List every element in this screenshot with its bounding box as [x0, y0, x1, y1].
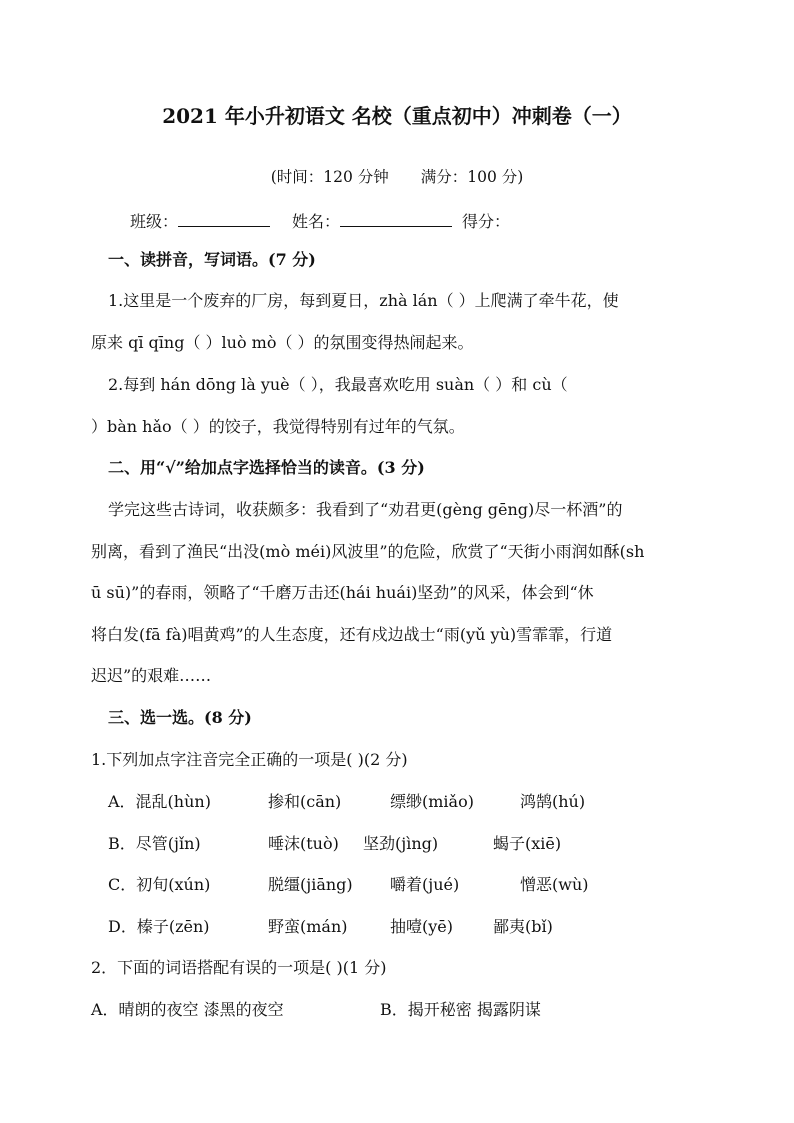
section1-q2-line1: 2.每到 hán dōng là yuè（ ），我最喜欢吃用 suàn（ ）和 cù（	[108, 375, 568, 394]
section1-q1-line1: 1.这里是一个废弃的厂房，每到夏日，zhà lán（ ）上爬满了牵牛花，使	[108, 291, 619, 310]
class-label: 班级：	[130, 212, 179, 231]
section2-line: 学完这些古诗词，收获颇多：我看到了“劝君更(gèng gēng)尽一杯酒”的	[108, 500, 623, 519]
q1-option-b-word: 唾沫(tuò)	[268, 834, 339, 853]
q1-option-a-word: 缥缈(miǎo)	[390, 792, 474, 811]
name-label: 姓名：	[292, 212, 341, 231]
q1-option-c-word: 嚼着(jué)	[390, 875, 460, 894]
time-limit: (时间：120 分钟	[270, 168, 389, 186]
section1-q2-line2: ）bàn hǎo（ ）的饺子，我觉得特别有过年的气氛。	[91, 417, 465, 436]
section1-heading: 一、读拼音，写词语。(7 分)	[108, 250, 316, 269]
q2-option-a[interactable]: A．晴朗的夜空 漆黑的夜空	[91, 1000, 284, 1019]
exam-meta	[0, 170, 794, 186]
name-field[interactable]	[340, 212, 452, 227]
section1-q1-line2: 原来 qī qīng（ ）luò mò（ ）的氛围变得热闹起来。	[91, 333, 474, 352]
section2-line: 将白发(fā fà)唱黄鸡”的人生态度，还有戍边战士“雨(yǔ yù)雪霏霏，行道	[91, 625, 613, 644]
student-info-row	[130, 212, 510, 230]
section2-heading: 二、用“√”给加点字选择恰当的读音。(3 分)	[108, 458, 425, 477]
page-title: 2021 年小升初语文 名校（重点初中）冲刺卷（一）	[162, 104, 632, 128]
full-score: 满分：100 分)	[420, 168, 524, 186]
q1-option-d-word: 抽噎(yē)	[390, 917, 453, 936]
q1-option-b[interactable]: B．尽管(jǐn)	[108, 834, 201, 853]
class-field[interactable]	[178, 212, 270, 227]
q1-option-a[interactable]: A．混乱(hùn)	[108, 792, 211, 811]
section2-line: ū sū)”的春雨，领略了“千磨万击还(hái huái)坚劲”的风采，体会到“休	[91, 583, 594, 602]
q1-option-c-word: 憎恶(wù)	[520, 875, 589, 894]
q1-option-d-word: 鄙夷(bǐ)	[493, 917, 553, 936]
section2-line: 迟迟”的艰难……	[91, 666, 212, 685]
q1-option-b-word: 蝎子(xiē)	[493, 834, 562, 853]
q2-option-b[interactable]: B．揭开秘密 揭露阴谋	[380, 1000, 541, 1019]
score-label: 得分：	[462, 212, 511, 231]
section3-q2: 2．下面的词语搭配有误的一项是( )(1 分)	[91, 958, 387, 977]
q1-option-d-word: 野蛮(mán)	[268, 917, 348, 936]
q1-option-d[interactable]: D．榛子(zēn)	[108, 917, 210, 936]
section2-line: 别离，看到了渔民“出没(mò méi)风波里”的危险，欣赏了“天街小雨润如酥(sh	[91, 542, 645, 561]
q1-option-b-word: 坚劲(jìng)	[363, 834, 439, 853]
q1-option-c-word: 脱缰(jiāng)	[268, 875, 353, 894]
q1-option-a-word: 鸿鹄(hú)	[520, 792, 586, 811]
section3-q1: 1.下列加点字注音完全正确的一项是( )(2 分)	[91, 750, 408, 769]
q1-option-a-word: 掺和(cān)	[268, 792, 342, 811]
section3-heading: 三、选一选。(8 分)	[108, 708, 252, 727]
q1-option-c[interactable]: C．初旬(xún)	[108, 875, 211, 894]
